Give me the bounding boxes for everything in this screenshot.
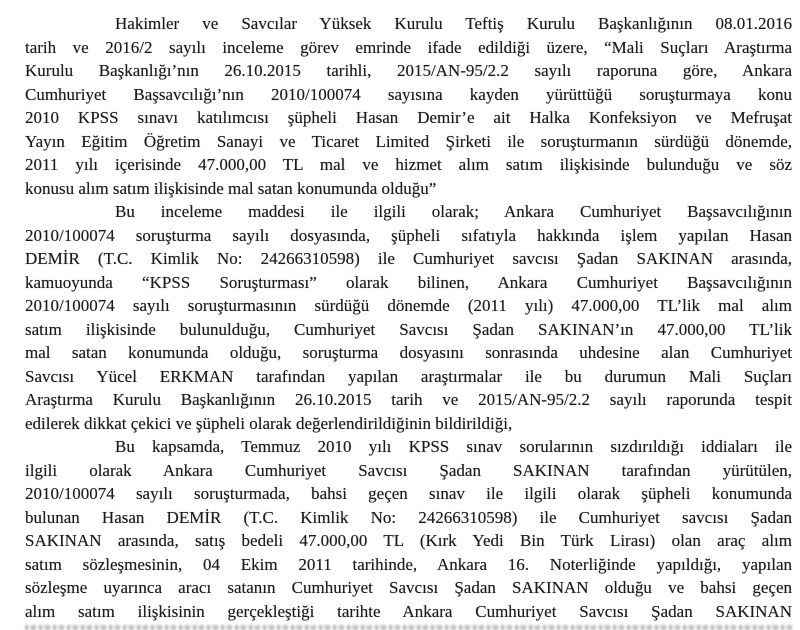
text-line: 2010/100074 sayılı soruşturmasının sürdüğü dönemde (2011 yılı) 47.000,00 TL’lik mal alım (25, 296, 792, 315)
document-text-block (25, 12, 792, 623)
text-line: 2010/100074 sayılı soruşturmada, bahsi geçen sınav ile ilgili olarak şüpheli konumunda (25, 484, 792, 503)
text-line: Savcısı Yücel ERKMAN tarafından yapılan araştırmalar ile bu durumun Mali Suçları (25, 366, 792, 386)
text-line: tarih ve 2016/2 sayılı inceleme görev emrinde ifade edildiği üzere, “Mali Suçları Araştırma (25, 37, 792, 57)
text-line: Kurulu Başkanlığı’nın 26.10.2015 tarihli, 2015/AN-95/2.2 sayılı raporuna göre, Ankara (25, 61, 792, 80)
text-line: edilerek dikkat çekici ve şüpheli olarak değerlendirildiğinin bildirildiği, (25, 413, 513, 433)
text-line: Yayın Eğitim Öğretim Sanayi ve Ticaret Limited Şirketi ile soruşturmanın sürdüğü dönemde, (25, 131, 792, 151)
text-line: Bu inceleme maddesi ile ilgili olarak; Ankara Cumhuriyet Başsavcılığının (115, 202, 792, 221)
text-line: ilgili olarak Ankara Cumhuriyet Savcısı Şadan SAKINAN tarafından yürütülen, (25, 460, 792, 480)
text-line: konusu alım satım ilişkisinde mal satan konumunda olduğu” (25, 178, 437, 198)
next-line-cutoff-artifact (25, 625, 792, 630)
text-line: satım sözleşmesinin, 04 Ekim 2011 tarihinde, Ankara 16. Noterliğinde yapıldığı, yapılan (25, 554, 792, 574)
text-line: 2010/100074 soruşturma sayılı dosyasında, şüpheli sıfatıyla hakkında işlem yapılan Hasan (25, 225, 792, 245)
text-line: satım ilişkisinde bulunulduğu, Cumhuriyet Savcısı Şadan SAKINAN’ın 47.000,00 TL’lik (25, 319, 792, 339)
text-line: Bu kapsamda, Temmuz 2010 yılı KPSS sınav sorularının sızdırıldığı iddiaları ile (115, 437, 792, 456)
text-line: 2011 yılı içerisinde 47.000,00 TL mal ve hizmet alım satım ilişkisinde bulunduğu ve söz (25, 155, 792, 174)
paragraph (25, 12, 792, 200)
text-line: 2010 KPSS sınavı katılımcısı şüpheli Hasan Demir’e ait Halka Konfeksiyon ve Mefruşat (25, 108, 792, 127)
text-line: kamuoyunda “KPSS Soruşturması” olarak bilinen, Ankara Cumhuriyet Başsavcılığının (25, 272, 792, 292)
paragraph (25, 435, 792, 623)
text-line: SAKINAN arasında, satış bedeli 47.000,00 TL (Kırk Yedi Bin Türk Lirası) olan araç alım (25, 531, 792, 550)
text-line: sözleşme uyarınca aracı satanın Cumhuriyet Savcısı Şadan SAKINAN olduğu ve bahsi geçen (25, 578, 792, 597)
text-line: DEMİR (T.C. Kimlik No: 24266310598) ile Cumhuriyet savcısı Şadan SAKINAN arasında, (25, 249, 792, 268)
text-line: mal satan konumunda olduğu, soruşturma dosyasını sonrasında uhdesine alan Cumhuriyet (25, 343, 792, 362)
text-line: Araştırma Kurulu Başkanlığının 26.10.2015 tarih ve 2015/AN-95/2.2 sayılı raporunda tespit (25, 390, 792, 409)
text-line: Hakimler ve Savcılar Yüksek Kurulu Teftiş Kurulu Başkanlığının 08.01.2016 (115, 14, 792, 33)
text-line: Cumhuriyet Başsavcılığı’nın 2010/100074 sayısına kayden yürüttüğü soruşturmaya konu (25, 84, 792, 104)
text-line: alım satım ilişkisinin gerçekleştiği tarihte Ankara Cumhuriyet Savcısı Şadan SAKINAN (25, 601, 792, 621)
text-line: bulunan Hasan DEMİR (T.C. Kimlik No: 24266310598) ile Cumhuriyet savcısı Şadan (25, 507, 792, 527)
paragraph (25, 200, 792, 435)
